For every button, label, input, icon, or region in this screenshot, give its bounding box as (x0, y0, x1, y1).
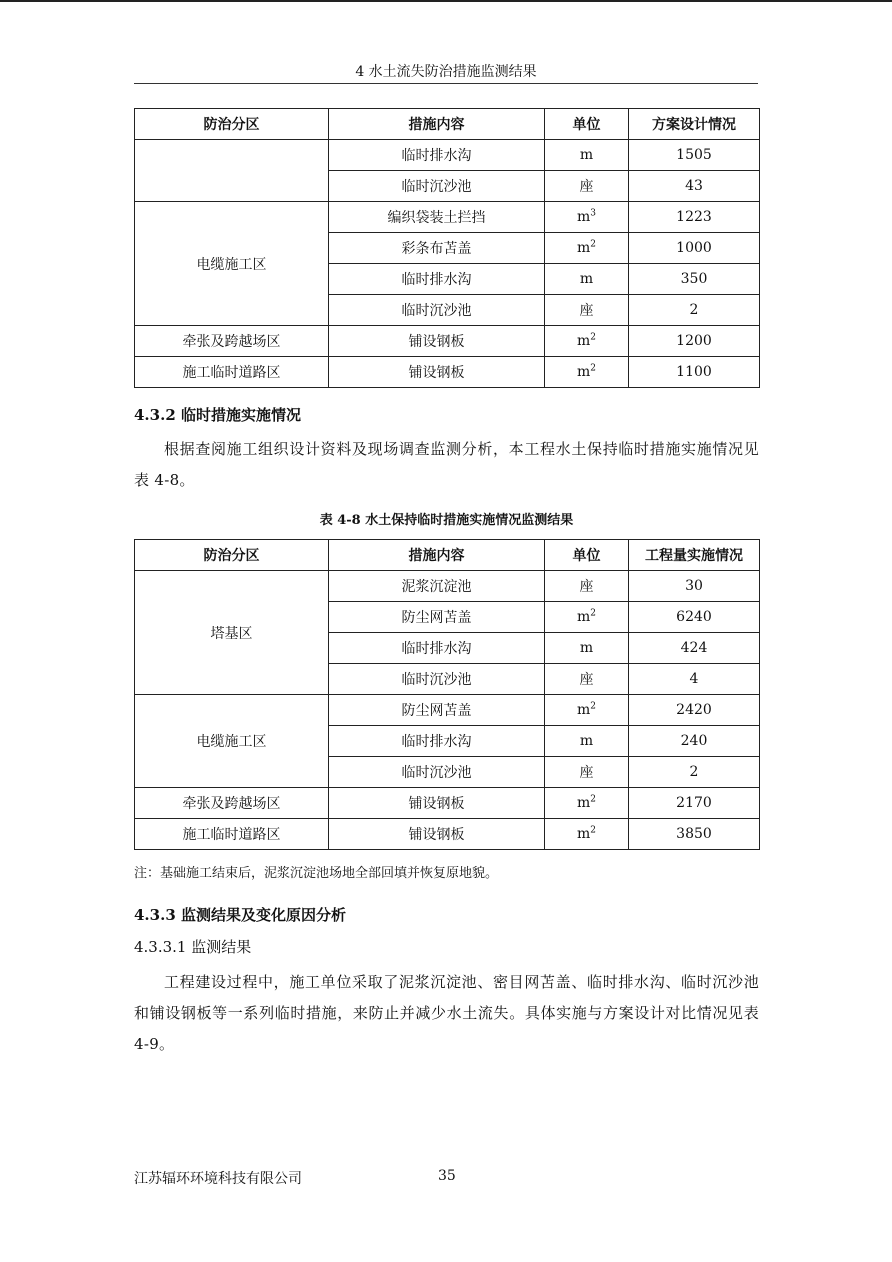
zone-cell: 电缆施工区 (135, 202, 329, 326)
measure-cell: 编织袋装土拦挡 (329, 202, 545, 233)
value-cell: 30 (629, 571, 760, 602)
measure-cell: 铺设钢板 (329, 819, 545, 850)
table-row (135, 571, 760, 602)
header-implementation: 工程量实施情况 (629, 540, 760, 571)
unit-cell: $m^2$ (545, 695, 629, 726)
value-cell: 3850 (629, 819, 760, 850)
section-paragraph-432: 根据查阅施工组织设计资料及现场调查监测分析，本工程水土保持临时措施实施情况见表 4-8。 (134, 440, 759, 489)
measure-cell: 防尘网苫盖 (329, 695, 545, 726)
page-top-border (0, 0, 892, 2)
zone-cell: 施工临时道路区 (135, 819, 329, 850)
unit-cell: m (545, 264, 629, 295)
header-unit: 单位 (545, 540, 629, 571)
value-cell: 350 (629, 264, 760, 295)
header-measure: 措施内容 (329, 540, 545, 571)
measure-cell: 铺设钢板 (329, 326, 545, 357)
measure-cell: 临时沉沙池 (329, 171, 545, 202)
unit-cell: $m^2$ (545, 788, 629, 819)
zone-cell: 施工临时道路区 (135, 357, 329, 388)
value-cell: 2 (629, 757, 760, 788)
unit-cell: $m^2$ (545, 326, 629, 357)
measure-cell: 临时排水沟 (329, 264, 545, 295)
header-design: 方案设计情况 (629, 109, 760, 140)
zone-cell (135, 140, 329, 202)
table-row (135, 326, 760, 357)
table-row (135, 357, 760, 388)
section-heading-432: 4.3.2 临时措施实施情况 (134, 406, 301, 424)
table-row (135, 202, 760, 233)
header-measure: 措施内容 (329, 109, 545, 140)
section-heading-433: 4.3.3 监测结果及变化原因分析 (134, 906, 346, 924)
unit-cell: $m^2$ (545, 357, 629, 388)
measure-cell: 防尘网苫盖 (329, 602, 545, 633)
value-cell: 43 (629, 171, 760, 202)
table-row (135, 695, 760, 726)
value-cell: 424 (629, 633, 760, 664)
measure-cell: 临时沉沙池 (329, 664, 545, 695)
table-header-row (135, 109, 760, 140)
zone-cell: 牵张及跨越场区 (135, 788, 329, 819)
header-unit: 单位 (545, 109, 629, 140)
unit-cell: $m^2$ (545, 819, 629, 850)
value-cell: 2420 (629, 695, 760, 726)
measure-cell: 临时沉沙池 (329, 295, 545, 326)
measure-cell: 临时排水沟 (329, 726, 545, 757)
measure-cell: 临时排水沟 (329, 633, 545, 664)
unit-cell: 座 (545, 664, 629, 695)
unit-cell: m (545, 726, 629, 757)
measure-cell: 铺设钢板 (329, 788, 545, 819)
value-cell: 1200 (629, 326, 760, 357)
header-zone: 防治分区 (135, 540, 329, 571)
measure-cell: 彩条布苫盖 (329, 233, 545, 264)
unit-cell: $m^3$ (545, 202, 629, 233)
unit-cell: 座 (545, 295, 629, 326)
zone-cell: 电缆施工区 (135, 695, 329, 788)
value-cell: 2170 (629, 788, 760, 819)
unit-cell: 座 (545, 757, 629, 788)
value-cell: 4 (629, 664, 760, 695)
unit-cell: m (545, 140, 629, 171)
table-row (135, 788, 760, 819)
zone-cell: 牵张及跨越场区 (135, 326, 329, 357)
value-cell: 1505 (629, 140, 760, 171)
page-number: 35 (438, 1168, 456, 1184)
table-note: 注：基础施工结束后，泥浆沉淀池场地全部回填并恢复原地貌。 (134, 866, 499, 881)
unit-cell: 座 (545, 571, 629, 602)
value-cell: 1223 (629, 202, 760, 233)
zone-cell: 塔基区 (135, 571, 329, 695)
header-rule (134, 83, 758, 84)
value-cell: 240 (629, 726, 760, 757)
footer-company: 江苏辐环环境科技有限公司 (134, 1171, 302, 1187)
subsection-heading-4331: 4.3.3.1 监测结果 (134, 938, 252, 956)
measure-cell: 临时沉沙池 (329, 757, 545, 788)
table-monitoring-results (134, 539, 760, 850)
unit-cell: $m^2$ (545, 602, 629, 633)
table-row (135, 140, 760, 171)
unit-cell: 座 (545, 171, 629, 202)
unit-cell: m (545, 633, 629, 664)
section-paragraph-433: 工程建设过程中，施工单位采取了泥浆沉淀池、密目网苫盖、临时排水沟、临时沉沙池和铺设钢板等一系列临时措施，来防止并减少水土流失。具体实施与方案设计对比情况见表 4-9。 (134, 973, 759, 1053)
page-header: 4 水土流失防治措施监测结果 (355, 64, 537, 80)
value-cell: 2 (629, 295, 760, 326)
table-header-row (135, 540, 760, 571)
header-zone: 防治分区 (135, 109, 329, 140)
value-cell: 1100 (629, 357, 760, 388)
value-cell: 1000 (629, 233, 760, 264)
measure-cell: 铺设钢板 (329, 357, 545, 388)
measure-cell: 临时排水沟 (329, 140, 545, 171)
table-caption: 表 4-8 水土保持临时措施实施情况监测结果 (319, 513, 574, 528)
measure-cell: 泥浆沉淀池 (329, 571, 545, 602)
table-design-continued (134, 108, 760, 388)
unit-cell: $m^2$ (545, 233, 629, 264)
table-row (135, 819, 760, 850)
value-cell: 6240 (629, 602, 760, 633)
